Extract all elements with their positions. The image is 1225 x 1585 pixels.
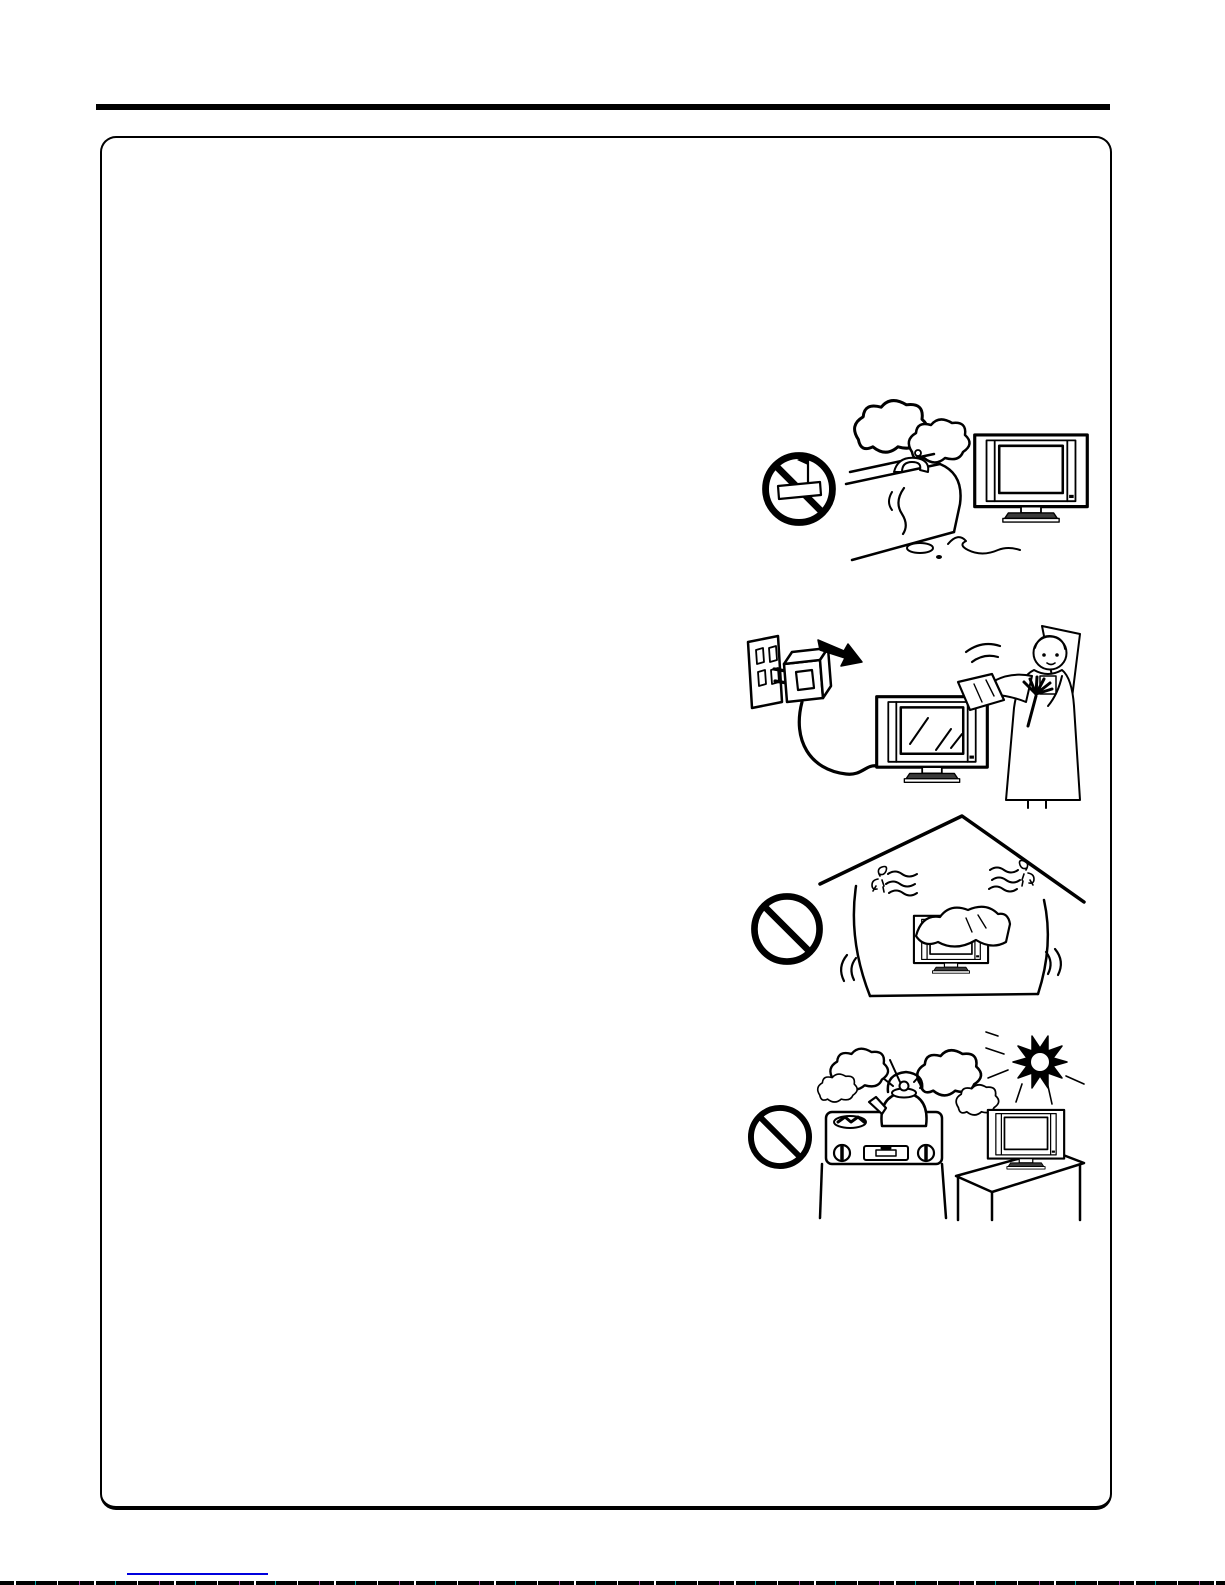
wall-outlet-icon bbox=[748, 636, 782, 708]
power-cord bbox=[799, 702, 877, 774]
prohibition-icon bbox=[751, 1108, 809, 1166]
cloth-cover bbox=[916, 907, 1010, 947]
sun-icon bbox=[986, 1032, 1084, 1104]
figure-no-cover-humid-house bbox=[720, 810, 1102, 1012]
header-rule bbox=[96, 104, 1110, 110]
page-scan-edge-artifact bbox=[0, 1581, 1225, 1585]
steam-clouds bbox=[855, 401, 970, 463]
figure-no-heat-sunlight bbox=[718, 1022, 1108, 1222]
gas-stove bbox=[820, 1112, 946, 1218]
prohibition-faucet-icon bbox=[766, 454, 833, 522]
figure-unplug-before-cleaning bbox=[720, 612, 1102, 810]
figure-no-water-steam bbox=[742, 392, 1102, 577]
prohibition-icon bbox=[754, 896, 819, 961]
tv-icon bbox=[975, 435, 1088, 522]
wiping-cloth bbox=[958, 644, 1004, 710]
steam-squiggles bbox=[872, 861, 1034, 896]
safety-instructions-panel bbox=[100, 136, 1112, 1510]
footer-link-underline[interactable] bbox=[127, 1573, 268, 1575]
